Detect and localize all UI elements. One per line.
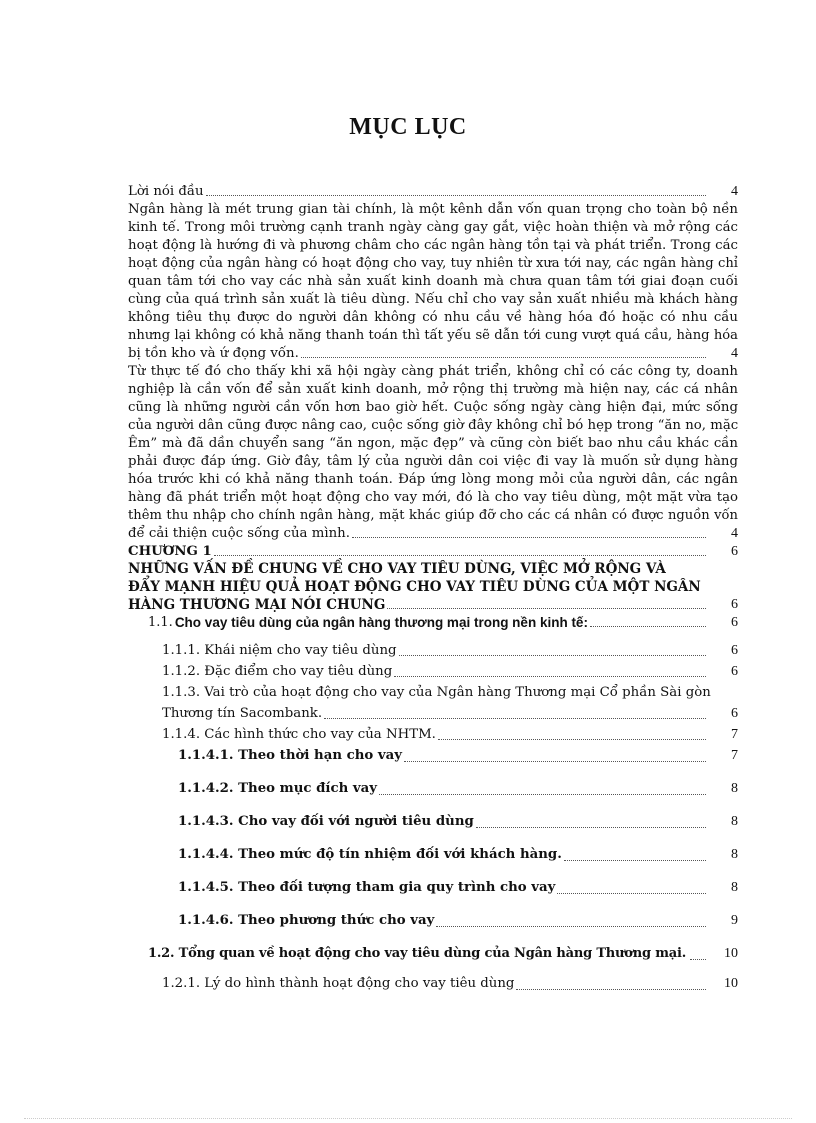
toc-entry-label-continued: Thương tín Sacombank. <box>162 706 323 721</box>
toc-entry-1-1-4-3[interactable] <box>128 811 738 833</box>
para-line: của người dân cũng được nâng cao, cuộc sống giờ đây không chỉ bó hẹp trong “ăn no, mặc <box>128 418 739 433</box>
toc-entry-intro-para-1[interactable] <box>128 201 738 363</box>
toc-entry-label: Lời nói đầu <box>128 184 204 199</box>
dot-leader <box>557 893 706 894</box>
para-line: kinh tế. Trong môi trường cạnh tranh ngày càng gay gắt, việc hoàn thiện và mở rộng các <box>128 220 738 235</box>
toc-entry-page: 9 <box>731 913 738 928</box>
dot-leader <box>301 357 706 358</box>
para-line: thêm thu nhập cho chính ngân hàng, mặt khác giúp đỡ cho các cá nhân có được nguồn vốn <box>128 508 738 523</box>
toc-entry-label: 1.1.4.2. Theo mục đích vay <box>178 781 377 796</box>
toc-entry-1-1-4-4[interactable] <box>128 844 738 866</box>
dot-leader <box>590 626 706 627</box>
para-line: nhưng lại không có khả năng thanh toán thì tất yếu sẽ dẫn tới cung vượt quá cầu, hàng hóa <box>128 328 738 343</box>
section-number: 1.1. <box>148 615 173 630</box>
toc-entry-chapter-heading[interactable] <box>128 561 738 614</box>
page-bottom-divider <box>24 1118 792 1119</box>
dot-leader <box>436 926 706 927</box>
para-line: nghiệp là cần vốn để sản xuất kinh doanh, mở rộng thị trường mà hiện nay, các cá nhân <box>128 382 738 397</box>
toc-entry-1-1-3[interactable] <box>128 682 738 724</box>
para-line: Êm” mà đã dần chuyển sang “ăn ngon, mặc đẹp” và cũng còn biết bao nhu cầu khác cần <box>128 436 738 451</box>
toc-entry-page: 10 <box>724 946 738 961</box>
dot-leader <box>352 537 706 538</box>
toc-entry-1-1-4-6[interactable] <box>128 910 738 932</box>
para-line: Từ thực tế đó cho thấy khi xã hội ngày càng phát triển, không chỉ có các công ty, doanh <box>128 364 738 379</box>
toc-entry-page: 6 <box>731 643 738 658</box>
para-line: để cải thiện cuộc sống của mình. <box>128 526 350 541</box>
dot-leader <box>438 739 706 740</box>
toc-entry-page: 8 <box>731 847 738 862</box>
toc-entry-page: 10 <box>724 976 738 991</box>
dot-leader <box>379 794 706 795</box>
para-line: cũng là những người cần vốn hơn bao giờ hết. Cuộc sống ngày càng hiện đại, mức sống <box>128 400 738 415</box>
toc-entry-label: 1.1.3. Vai trò của hoạt động cho vay của Ngân hàng Thương mại Cổ phần Sài gòn <box>162 685 711 700</box>
toc-entry-1-1[interactable] <box>128 614 738 632</box>
toc-entry-1-1-4-2[interactable] <box>128 778 738 800</box>
toc-entry-label: 1.1.2. Đặc điểm cho vay tiêu dùng <box>162 664 393 679</box>
dot-leader <box>404 761 706 762</box>
toc-entry-label: 1.1.4.4. Theo mức độ tín nhiệm đối với khách hàng. <box>178 847 562 862</box>
toc-entry-label: CHƯƠNG 1 <box>128 544 212 559</box>
dot-leader <box>206 195 706 196</box>
toc-entry-1-2-1[interactable] <box>128 973 738 995</box>
para-line: quan tâm tới cho vay các nhà sản xuất kinh doanh mà chưa quan tâm tới giai đoạn cuối <box>128 274 738 289</box>
heading-line: NHỮNG VẤN ĐỀ CHUNG VỀ CHO VAY TIÊU DÙNG, VIỆC MỞ RỘNG VÀ <box>128 561 666 577</box>
toc-entry-1-1-4-1[interactable] <box>128 745 738 767</box>
toc-entry-loi-noi-dau[interactable] <box>128 183 738 201</box>
toc-entry-page: 8 <box>731 880 738 895</box>
toc-entry-label: 1.1.4.6. Theo phương thức cho vay <box>178 913 435 928</box>
para-line: bị tồn kho và ứ đọng vốn. <box>128 346 299 361</box>
toc-entry-page: 7 <box>731 748 738 763</box>
dot-leader <box>399 655 706 656</box>
toc-entry-label: 1.1.4.5. Theo đối tượng tham gia quy trình cho vay <box>178 880 556 895</box>
para-line: hàng đã phát triển một hoạt động cho vay mới, đó là cho vay tiêu dùng, một mặt vừa tạo <box>128 490 738 505</box>
toc-entry-1-2[interactable] <box>128 943 738 965</box>
heading-line: ĐẨY MẠNH HIỆU QUẢ HOẠT ĐỘNG CHO VAY TIÊU DÙNG CỦA MỘT NGÂN <box>128 578 701 595</box>
toc-entry-page: 4 <box>731 346 738 361</box>
dot-leader <box>690 959 706 960</box>
toc-entry-label: 1.1.4.1. Theo thời hạn cho vay <box>178 748 402 763</box>
toc-entry-page: 4 <box>731 184 738 199</box>
toc-entry-page: 4 <box>731 526 738 541</box>
toc-entry-page: 6 <box>731 597 738 612</box>
para-line: không tiêu thụ được do người dân không có nhu cầu về hàng hóa đó hoặc có nhu cầu <box>128 310 738 325</box>
toc-entry-1-1-1[interactable] <box>128 640 738 661</box>
toc-entry-label: 1.2.1. Lý do hình thành hoạt động cho vay tiêu dùng <box>162 976 515 991</box>
toc-entry-label: 1.1.4.3. Cho vay đối với người tiêu dùng <box>178 814 474 829</box>
heading-line: HÀNG THƯƠNG MẠI NÓI CHUNG <box>128 596 386 613</box>
para-line: cùng của quá trình sản xuất là tiêu dùng. Nếu chỉ cho vay sản xuất nhiều mà khách hàng <box>128 292 738 307</box>
page-title: MỤC LỤC <box>349 114 467 140</box>
dot-leader <box>564 860 706 861</box>
toc-entry-label: 1.2. Tổng quan về hoạt động cho vay tiêu dùng của Ngân hàng Thương mại. <box>148 946 687 961</box>
toc-entry-page: 6 <box>731 615 738 630</box>
toc-entry-label: Cho vay tiêu dùng của ngân hàng thương mại trong nền kinh tế: <box>174 615 588 630</box>
table-of-contents <box>128 183 738 995</box>
dot-leader <box>214 555 706 556</box>
toc-entry-1-1-4[interactable] <box>128 724 738 745</box>
toc-entry-1-1-4-5[interactable] <box>128 877 738 899</box>
dot-leader <box>387 608 706 609</box>
para-line: hóa trước khi có khả năng thanh toán. Đáp ứng lòng mong mỏi của người dân, các ngân <box>128 472 738 487</box>
toc-entry-label: 1.1.1. Khái niệm cho vay tiêu dùng <box>162 643 397 658</box>
toc-entry-page: 6 <box>731 664 738 679</box>
toc-entry-intro-para-2[interactable] <box>128 363 738 543</box>
dot-leader <box>516 989 706 990</box>
para-line: Ngân hàng là mét trung gian tài chính, là một kênh dẫn vốn quan trọng cho toàn bộ nền <box>128 202 738 217</box>
para-line: hoạt động của ngân hàng có hoạt động cho vay, tuy nhiên từ xưa tới nay, các ngân hàng chỉ <box>128 256 738 271</box>
toc-entry-page: 8 <box>731 781 738 796</box>
toc-entry-page: 6 <box>731 706 738 721</box>
toc-entry-label: 1.1.4. Các hình thức cho vay của NHTM. <box>162 727 436 742</box>
dot-leader <box>394 676 706 677</box>
dot-leader <box>476 827 706 828</box>
dot-leader <box>324 718 706 719</box>
para-line: phải được đáp ứng. Giờ đây, tâm lý của người dân coi việc đi vay là muốn sử dụng hàng <box>128 454 738 469</box>
toc-entry-page: 6 <box>731 544 738 559</box>
toc-entry-page: 8 <box>731 814 738 829</box>
toc-entry-page: 7 <box>731 727 738 742</box>
para-line: hoạt động là hướng đi và phương châm cho các ngân hàng tồn tại và phát triển. Trong các <box>128 238 738 253</box>
toc-entry-1-1-2[interactable] <box>128 661 738 682</box>
toc-entry-chuong-1[interactable] <box>128 543 738 561</box>
